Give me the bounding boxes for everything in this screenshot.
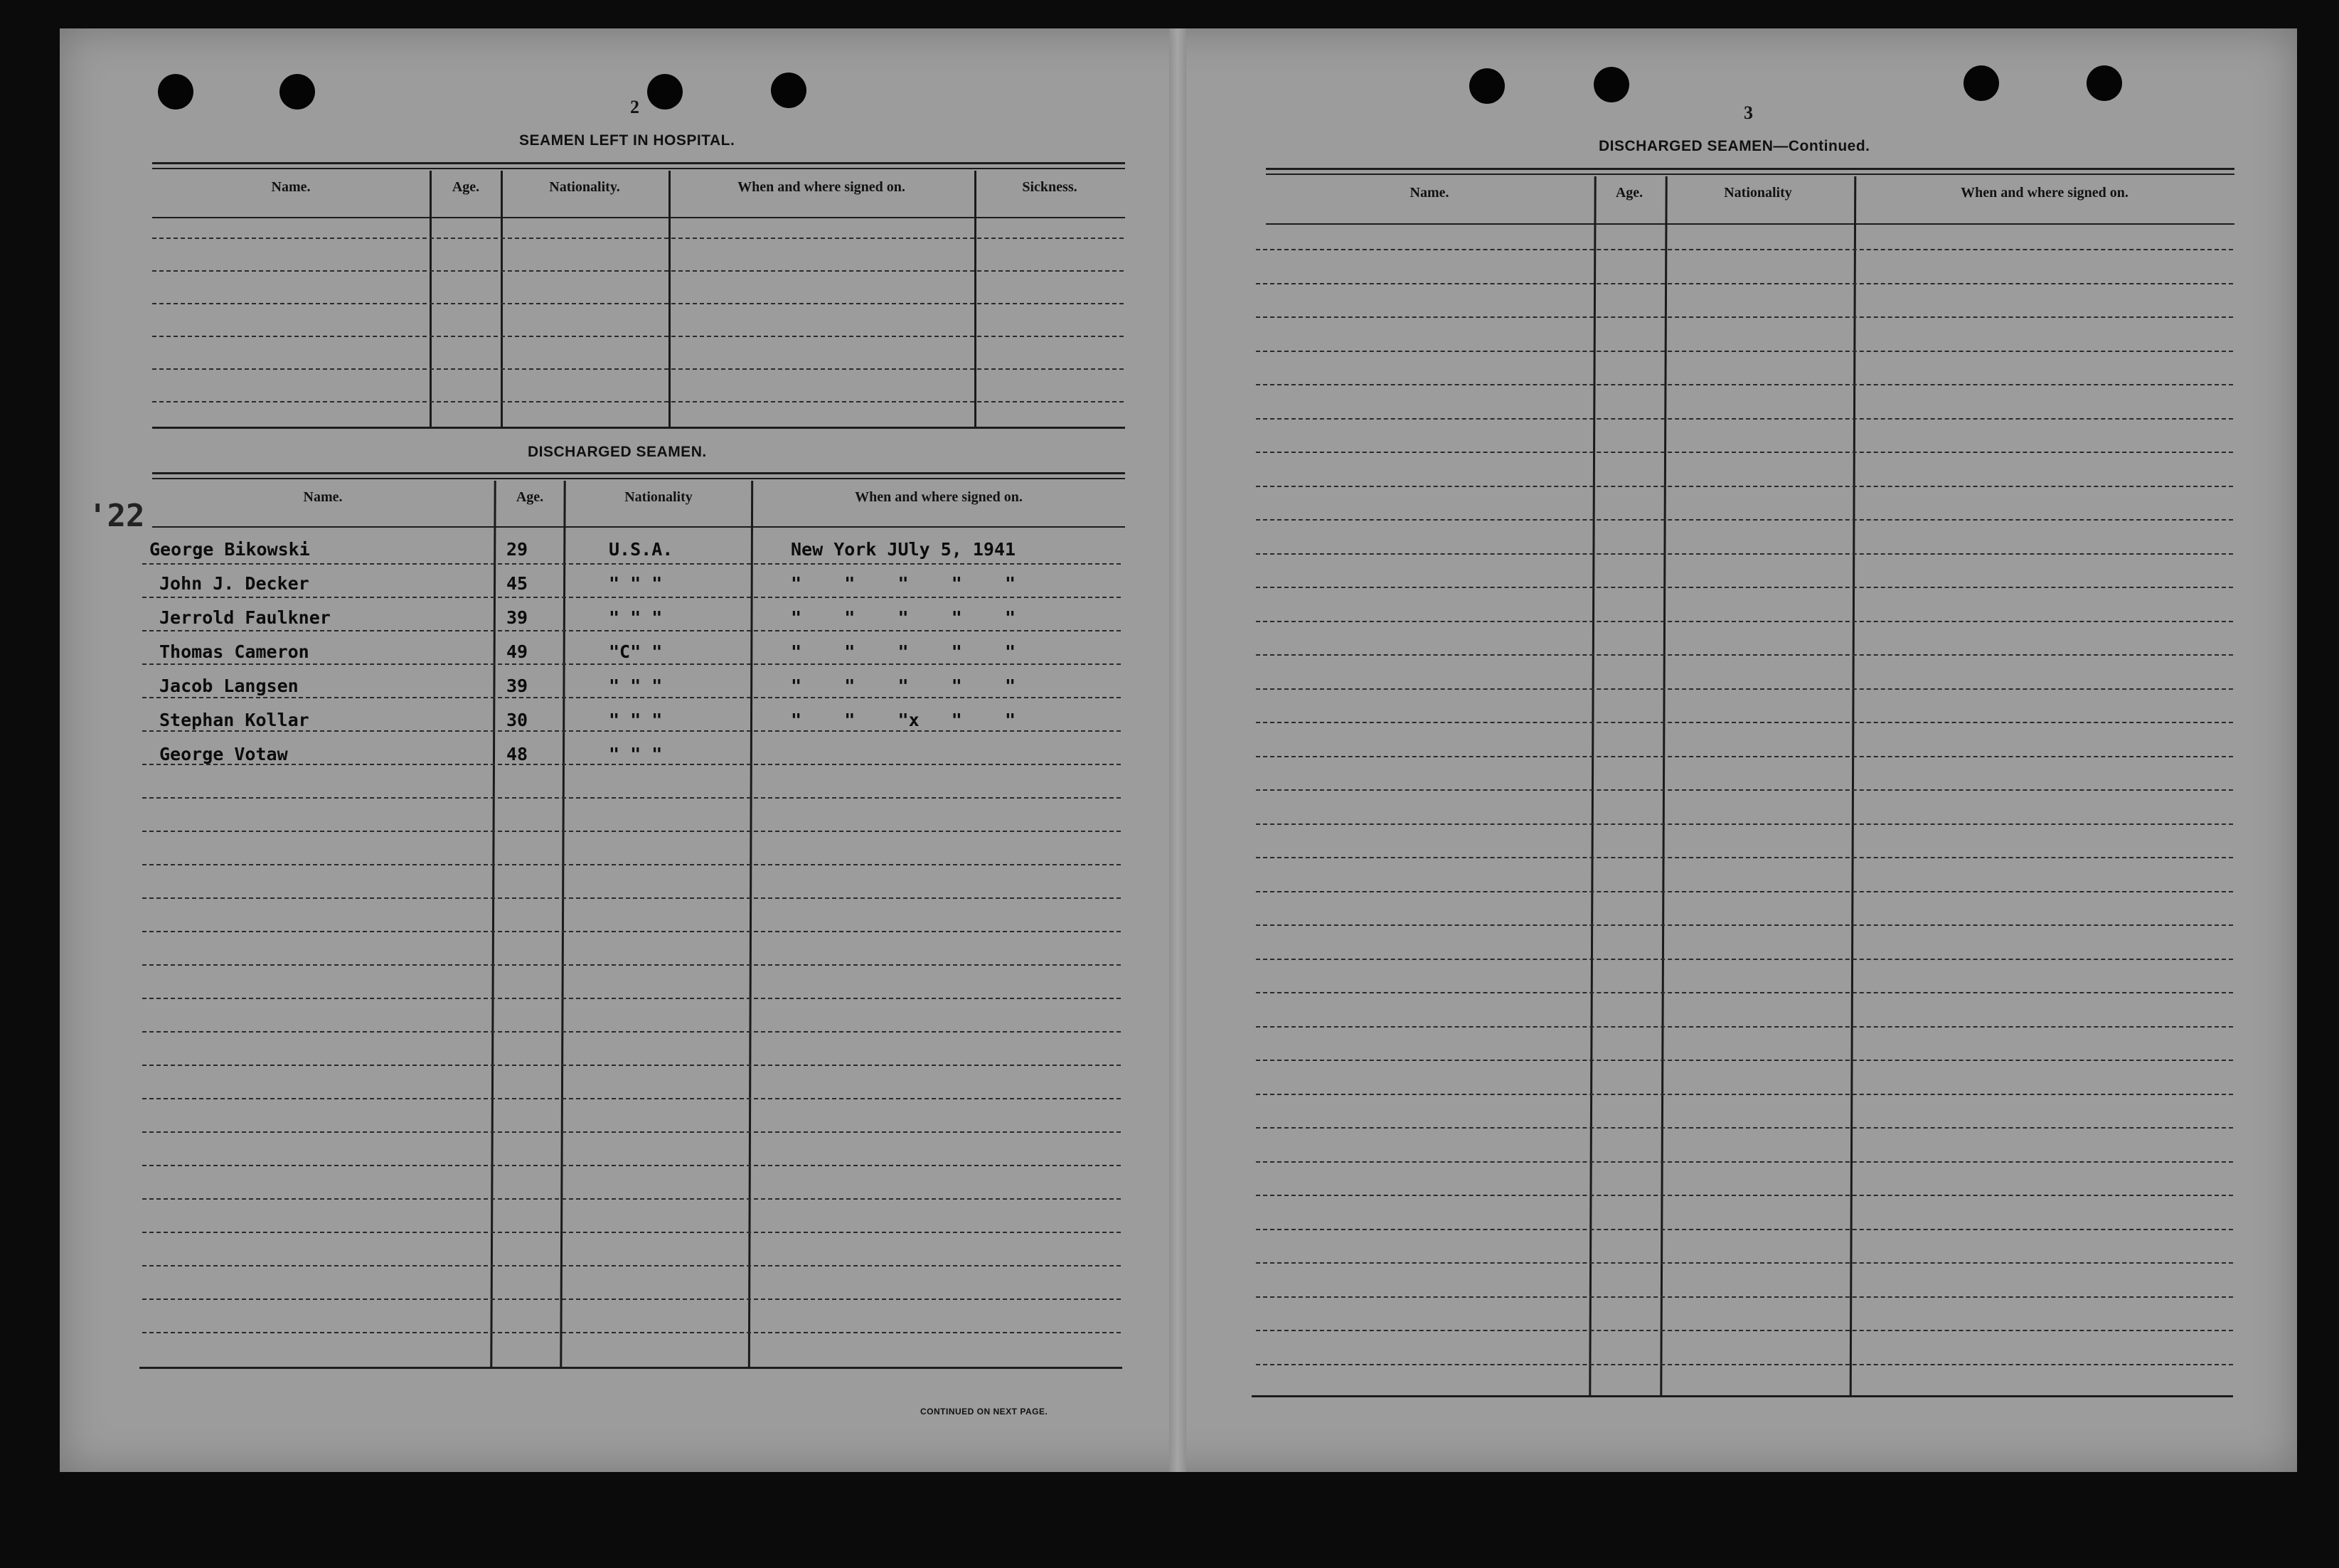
right-row-line bbox=[1256, 249, 2233, 250]
right-row-line bbox=[1256, 384, 2233, 385]
seaman-name: Jerrold Faulkner bbox=[159, 607, 331, 628]
seaman-signed-on: " " " " " bbox=[791, 607, 1016, 628]
discharged-row-line bbox=[142, 1165, 1121, 1166]
right-top-rule bbox=[1266, 168, 2234, 170]
right-row-line bbox=[1256, 486, 2233, 487]
right-bottom-rule bbox=[1252, 1395, 2233, 1397]
right-row-line bbox=[1256, 1262, 2233, 1264]
right-row-line bbox=[1256, 553, 2233, 555]
right-row-line bbox=[1256, 857, 2233, 858]
discharged-bottom-rule bbox=[139, 1367, 1122, 1369]
right-col-divider bbox=[1589, 176, 1596, 1395]
hospital-row-line bbox=[152, 401, 1124, 402]
hospital-section-title: SEAMEN LEFT IN HOSPITAL. bbox=[519, 132, 735, 149]
right-row-line bbox=[1256, 924, 2233, 926]
discharged-row-line bbox=[142, 630, 1121, 631]
right-row-line bbox=[1256, 351, 2233, 352]
right-row-line bbox=[1256, 756, 2233, 757]
punch-hole bbox=[1594, 67, 1629, 102]
discharged-col-divider bbox=[748, 481, 753, 1367]
right-header-age: Age. bbox=[1615, 185, 1643, 201]
discharged-section-title: DISCHARGED SEAMEN. bbox=[528, 444, 707, 460]
right-row-line bbox=[1256, 1127, 2233, 1129]
seaman-nationality: " " " bbox=[609, 676, 663, 696]
right-row-line bbox=[1256, 688, 2233, 690]
right-section-title: DISCHARGED SEAMEN—Continued. bbox=[1599, 138, 1870, 154]
seaman-age: 45 bbox=[506, 573, 528, 594]
right-row-line bbox=[1256, 316, 2233, 318]
discharged-row-line bbox=[142, 1232, 1121, 1233]
seaman-nationality: " " " bbox=[609, 710, 663, 730]
seaman-signed-on: New York JUly 5, 1941 bbox=[791, 539, 1016, 560]
right-row-line bbox=[1256, 1161, 2233, 1163]
right-row-line bbox=[1256, 1296, 2233, 1298]
hospital-header-name: Name. bbox=[271, 179, 311, 195]
discharged-row-line bbox=[142, 897, 1121, 899]
right-row-line bbox=[1256, 992, 2233, 993]
discharged-row-line bbox=[142, 1332, 1121, 1333]
right-col-divider bbox=[1850, 176, 1857, 1395]
right-row-line bbox=[1256, 789, 2233, 791]
discharged-row-line bbox=[142, 1031, 1121, 1033]
seaman-nationality: " " " bbox=[609, 573, 663, 594]
discharged-row-line bbox=[142, 1131, 1121, 1133]
discharged-row-line bbox=[142, 663, 1121, 665]
discharged-row-line bbox=[142, 1065, 1121, 1066]
hospital-top-rule bbox=[152, 162, 1125, 164]
hospital-header-signed-on: When and where signed on. bbox=[737, 179, 905, 195]
discharged-row-line bbox=[142, 730, 1121, 732]
right-row-line bbox=[1256, 587, 2233, 588]
discharged-header-age: Age. bbox=[516, 489, 544, 505]
discharged-col-divider bbox=[490, 481, 496, 1367]
hospital-row-line bbox=[152, 336, 1124, 337]
hospital-header-rule bbox=[152, 217, 1125, 218]
discharged-row-line bbox=[142, 931, 1121, 932]
right-row-line bbox=[1256, 722, 2233, 723]
right-row-line bbox=[1256, 1229, 2233, 1230]
right-row-line bbox=[1256, 418, 2233, 420]
seaman-age: 49 bbox=[506, 641, 528, 662]
hospital-header-nationality: Nationality. bbox=[549, 179, 620, 195]
seaman-age: 30 bbox=[506, 710, 528, 730]
document-sheet bbox=[60, 28, 2297, 1472]
hospital-col-divider bbox=[668, 171, 671, 427]
punch-hole bbox=[2087, 65, 2122, 101]
punch-hole bbox=[158, 74, 193, 110]
discharged-row-line bbox=[142, 998, 1121, 999]
punch-hole bbox=[647, 74, 683, 110]
discharged-row-line bbox=[142, 797, 1121, 799]
discharged-top-rule-2 bbox=[152, 478, 1125, 479]
seaman-name: George Votaw bbox=[159, 744, 288, 764]
right-top-rule-2 bbox=[1266, 174, 2234, 175]
margin-mark: '22 bbox=[88, 498, 145, 534]
right-row-line bbox=[1256, 823, 2233, 825]
right-row-line bbox=[1256, 1195, 2233, 1196]
right-row-line bbox=[1256, 891, 2233, 892]
discharged-header-rule bbox=[152, 526, 1125, 528]
center-fold bbox=[1169, 28, 1186, 1472]
discharged-row-line bbox=[142, 964, 1121, 966]
page-number-right: 3 bbox=[1744, 102, 1753, 123]
hospital-row-line bbox=[152, 368, 1124, 370]
discharged-row-line bbox=[142, 1098, 1121, 1099]
seaman-name: Thomas Cameron bbox=[159, 641, 309, 662]
discharged-header-nationality: Nationality bbox=[624, 489, 693, 505]
hospital-col-divider bbox=[501, 171, 503, 427]
hospital-header-sickness: Sickness. bbox=[1022, 179, 1077, 195]
right-header-name: Name. bbox=[1410, 185, 1449, 201]
discharged-row-line bbox=[142, 597, 1121, 598]
hospital-bottom-rule bbox=[152, 427, 1125, 429]
right-row-line bbox=[1256, 1330, 2233, 1331]
seaman-age: 39 bbox=[506, 607, 528, 628]
hospital-col-divider bbox=[974, 171, 976, 427]
discharged-header-name: Name. bbox=[303, 489, 343, 505]
seaman-name: George Bikowski bbox=[149, 539, 310, 560]
hospital-col-divider bbox=[430, 171, 432, 427]
right-header-signed-on: When and where signed on. bbox=[1961, 185, 2128, 201]
punch-hole bbox=[1469, 68, 1505, 104]
seaman-signed-on: " " " " " bbox=[791, 641, 1016, 662]
seaman-name: Stephan Kollar bbox=[159, 710, 309, 730]
discharged-top-rule bbox=[152, 472, 1125, 474]
seaman-signed-on: " " " " " bbox=[791, 676, 1016, 696]
discharged-col-divider bbox=[560, 481, 565, 1367]
right-col-divider bbox=[1660, 176, 1667, 1395]
discharged-row-line bbox=[142, 1198, 1121, 1200]
right-row-line bbox=[1256, 1364, 2233, 1365]
seaman-age: 39 bbox=[506, 676, 528, 696]
right-row-line bbox=[1256, 959, 2233, 960]
punch-hole bbox=[1964, 65, 1999, 101]
right-row-line bbox=[1256, 1026, 2233, 1028]
hospital-header-age: Age. bbox=[452, 179, 480, 195]
seaman-age: 48 bbox=[506, 744, 528, 764]
right-header-rule bbox=[1266, 223, 2234, 225]
right-row-line bbox=[1256, 452, 2233, 453]
seaman-signed-on: " " " " " bbox=[791, 573, 1016, 594]
punch-hole bbox=[279, 74, 315, 110]
discharged-header-signed-on: When and where signed on. bbox=[855, 489, 1023, 505]
right-row-line bbox=[1256, 1094, 2233, 1095]
seaman-nationality: " " " bbox=[609, 744, 663, 764]
discharged-row-line bbox=[142, 864, 1121, 865]
seaman-nationality: U.S.A. bbox=[609, 539, 673, 560]
seaman-name: John J. Decker bbox=[159, 573, 309, 594]
right-row-line bbox=[1256, 654, 2233, 656]
right-row-line bbox=[1256, 1060, 2233, 1061]
discharged-row-line bbox=[142, 563, 1121, 565]
hospital-top-rule-2 bbox=[152, 168, 1125, 169]
hospital-row-line bbox=[152, 303, 1124, 304]
page-number-left: 2 bbox=[630, 97, 639, 117]
right-row-line bbox=[1256, 283, 2233, 284]
hospital-row-line bbox=[152, 238, 1124, 239]
punch-hole bbox=[771, 73, 806, 108]
discharged-row-line bbox=[142, 1265, 1121, 1266]
seaman-signed-on: " " "x " " bbox=[791, 710, 1016, 730]
seaman-nationality: "C" " bbox=[609, 641, 663, 662]
discharged-row-line bbox=[142, 1298, 1121, 1300]
right-header-nationality: Nationality bbox=[1724, 185, 1792, 201]
continued-note: CONTINUED ON NEXT PAGE. bbox=[920, 1407, 1048, 1417]
right-row-line bbox=[1256, 621, 2233, 622]
right-row-line bbox=[1256, 519, 2233, 521]
discharged-row-line bbox=[142, 831, 1121, 832]
hospital-row-line bbox=[152, 270, 1124, 272]
seaman-name: Jacob Langsen bbox=[159, 676, 299, 696]
seaman-age: 29 bbox=[506, 539, 528, 560]
seaman-nationality: " " " bbox=[609, 607, 663, 628]
discharged-row-line bbox=[142, 697, 1121, 698]
